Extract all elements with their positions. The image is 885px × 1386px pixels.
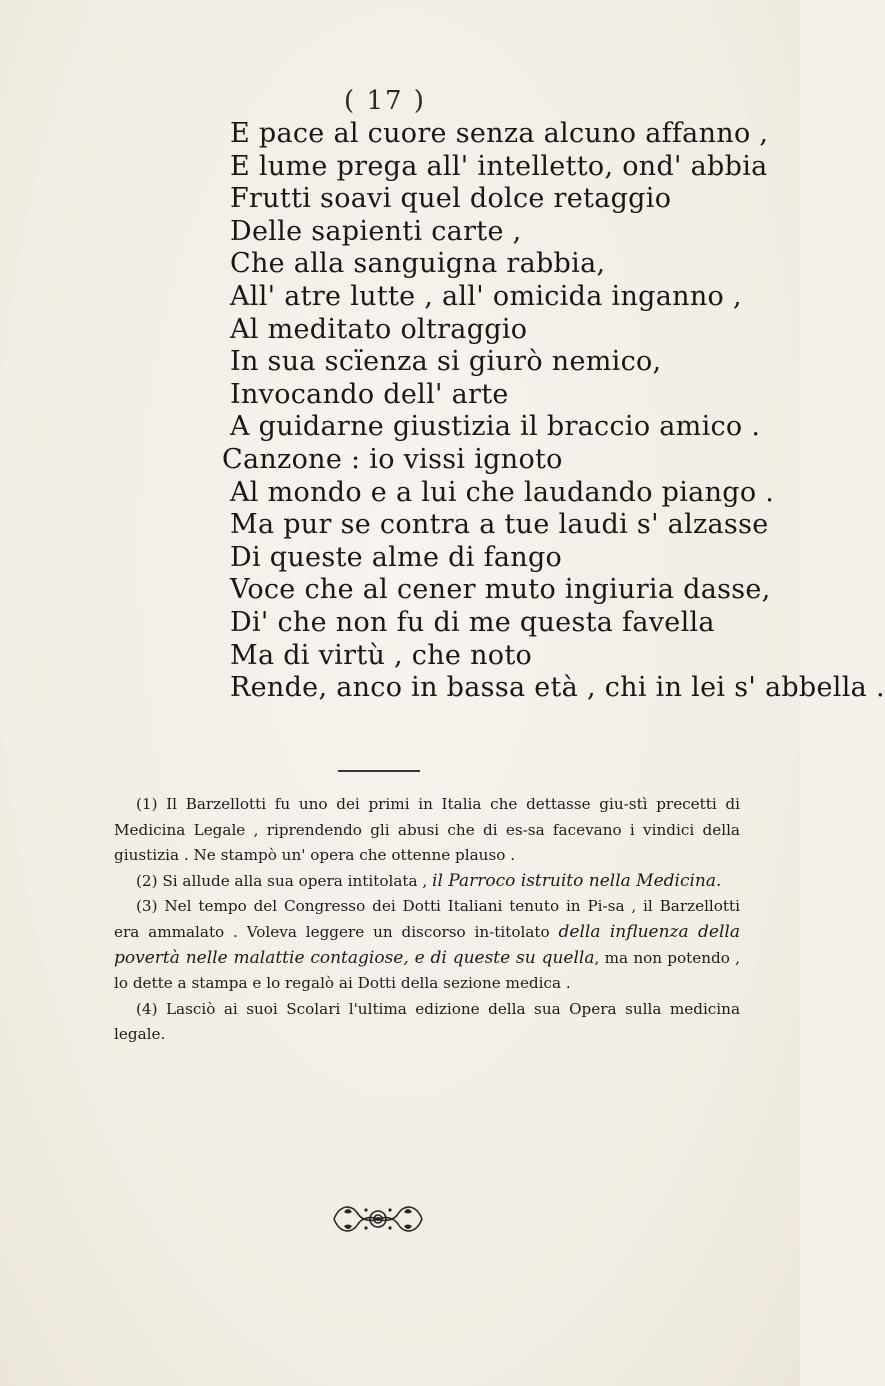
footnote-italic-title: della influenza della povertà nelle malattie contagiose, e di queste su quella: [114, 921, 740, 968]
footnote-3: (3) Nel tempo del Congresso dei Dotti Italiani tenuto in Pi-sa , il Barzellotti era ammalato . Voleva leggere un discorso in-titolato della influenza della povertà nelle malattie contagiose, e di queste su quella, ma non potendo , lo dette a stampa e lo regalò ai Dotti della sezione medica .: [114, 897, 740, 993]
poem-line: Ma di virtù , che noto: [230, 639, 533, 671]
footnote-4: (4) Lasciò ai suoi Scolari l'ultima edizione della sua Opera sulla medicina legale.: [114, 999, 740, 1044]
poem-line: Di queste alme di fango: [230, 541, 563, 573]
poem-line: Invocando dell' arte: [230, 378, 509, 410]
footnote-separator-rule: [338, 770, 420, 772]
poem-line: Al meditato oltraggio: [230, 313, 528, 345]
poem-line: Che alla sanguigna rabbia,: [230, 248, 606, 280]
printer-ornament-icon: [330, 1198, 426, 1240]
footnote-1: (1) Il Barzellotti fu uno dei primi in Italia che dettasse giu-stì precetti di Medicina Legale , riprendendo gli abusi che di es-sa facevano i vindici della giustizia . Ne stampò un' opera che ottenne plauso .: [114, 795, 740, 865]
poem-line: All' atre lutte , all' omicida inganno ,: [230, 280, 742, 312]
poem-line: Voce che al cener muto ingiuria dasse,: [230, 574, 771, 606]
poem-line: A guidarne giustizia il braccio amico .: [230, 411, 761, 443]
poem-line: E pace al cuore senza alcuno affanno ,: [230, 118, 769, 149]
poem-line-envoi: Canzone : io vissi ignoto: [222, 443, 563, 475]
footnote-italic-title: il Parroco istruito nella Medicina.: [432, 870, 722, 891]
footnotes: [114, 792, 740, 1048]
poem-line: E lume prega all' intelletto, ond' abbia: [230, 150, 768, 182]
poem-line: Ma pur se contra a tue laudi s' alzasse: [230, 509, 769, 541]
page-number: ( 17 ): [344, 86, 426, 116]
poem-line: In sua scïenza si giurò nemico,: [230, 346, 662, 378]
poem-line: Frutti soavi quel dolce retaggio: [230, 183, 672, 215]
poem-line: Delle sapienti carte ,: [230, 215, 522, 247]
poem-line: Al mondo e a lui che laudando piango .: [230, 476, 775, 508]
poem-line: Rende, anco in bassa età , chi in lei s' abbella .: [230, 672, 885, 704]
poem-stanza: [222, 118, 885, 705]
poem-line: Di' che non fu di me questa favella: [230, 606, 715, 638]
footnote-2: (2) Si allude alla sua opera intitolata , il Parroco istruito nella Medicina.: [136, 870, 722, 891]
